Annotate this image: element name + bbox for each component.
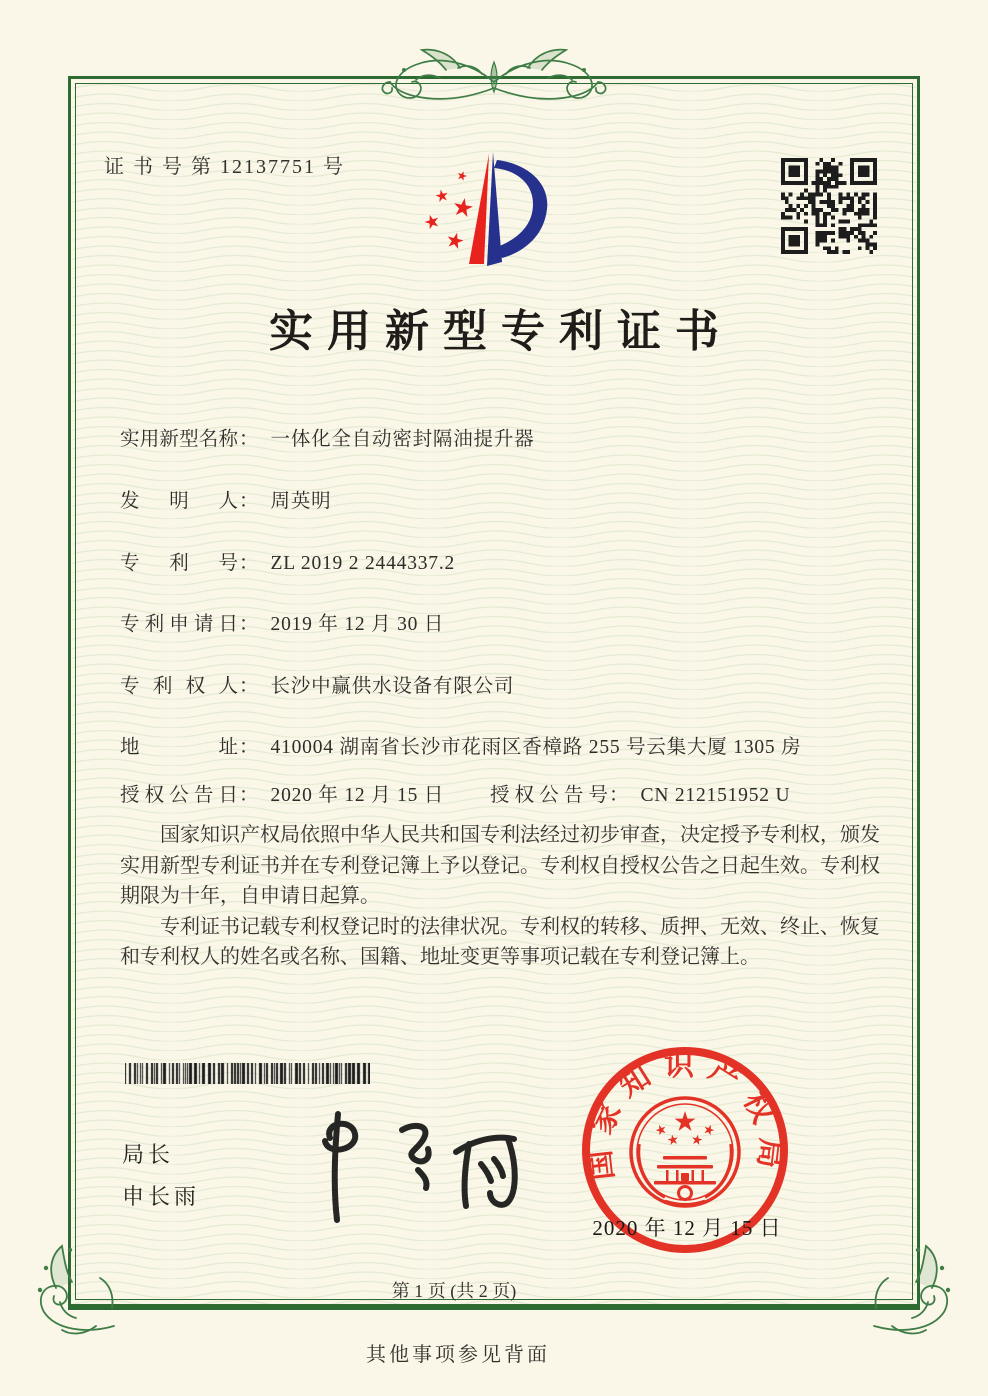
field-label: 专利号: [120, 553, 238, 574]
field-colon: ：: [239, 737, 259, 758]
field-label: 专利权人: [120, 676, 238, 697]
field-value: 一体化全自动密封隔油提升器: [270, 429, 535, 450]
field-label: 专利申请日: [120, 614, 238, 635]
field-colon: ：: [239, 553, 259, 574]
signer-name: 申长雨: [122, 1184, 201, 1209]
national-emblem-icon: [631, 1098, 739, 1206]
grant-no-value: CN 212151952 U: [640, 785, 791, 806]
field-colon: ：: [239, 614, 259, 635]
field-colon: ：: [609, 785, 629, 806]
field-colon: ：: [239, 676, 259, 697]
seal-date: 2020 年 12 月 15 日: [592, 1216, 782, 1240]
body-paragraph-2: 专利证书记载专利权登记时的法律状况。专利权的转移、质押、无效、终止、恢复和专利权人的姓名或名称、国籍、地址变更等事项记载在专利登记簿上。: [120, 915, 880, 968]
qr-code: [781, 158, 877, 254]
field-label: 发明人: [120, 491, 238, 512]
field-row-filing-date: [120, 608, 900, 636]
seal-ring-text: 国家知识产权局: [582, 1048, 788, 1182]
field-value: ZL 2019 2 2444337.2: [270, 553, 456, 574]
footer-note: 其他事项参见背面: [366, 1344, 550, 1366]
body-text: [120, 820, 880, 973]
certificate-number: 证 书 号 第 12137751 号: [104, 156, 345, 178]
field-value: 2019 年 12 月 30 日: [270, 614, 445, 635]
field-row-grant: [120, 779, 900, 807]
grant-no-label: 授权公告号: [490, 785, 608, 806]
field-label: 实用新型名称: [120, 429, 238, 450]
field-value: 410004 湖南省长沙市花雨区香樟路 255 号云集大厦 1305 房: [270, 737, 802, 758]
field-row-patentee: [120, 670, 900, 698]
field-colon: ：: [239, 429, 259, 450]
field-value: 周英明: [270, 491, 332, 512]
field-colon: ：: [239, 785, 259, 806]
page-title: 实用新型专利证书: [269, 307, 733, 356]
grant-date-label: 授权公告日: [120, 785, 238, 806]
field-label: 地址: [120, 737, 238, 758]
field-row-address: [120, 731, 900, 759]
barcode: [125, 1063, 370, 1084]
field-value: 长沙中赢供水设备有限公司: [270, 676, 515, 697]
handwritten-signature-icon: [278, 1108, 540, 1226]
field-row-patent-no: [120, 547, 900, 575]
page-number: 第 1 页 (共 2 页): [391, 1281, 517, 1301]
field-colon: ：: [239, 491, 259, 512]
body-paragraph-1: 国家知识产权局依照中华人民共和国专利法经过初步审查，决定授予专利权，颁发实用新型专利证书并在专利登记簿上予以登记。专利权自授权公告之日起生效。专利权期限为十年，自申请日起算。: [120, 824, 880, 907]
field-row-name: [120, 423, 900, 451]
grant-no-group: [490, 779, 790, 807]
grant-date-value: 2020 年 12 月 15 日: [270, 785, 445, 806]
field-row-inventor: [120, 485, 900, 513]
cnipa-patent-logo-icon: [424, 140, 564, 275]
signer-title: 局长: [122, 1142, 175, 1167]
